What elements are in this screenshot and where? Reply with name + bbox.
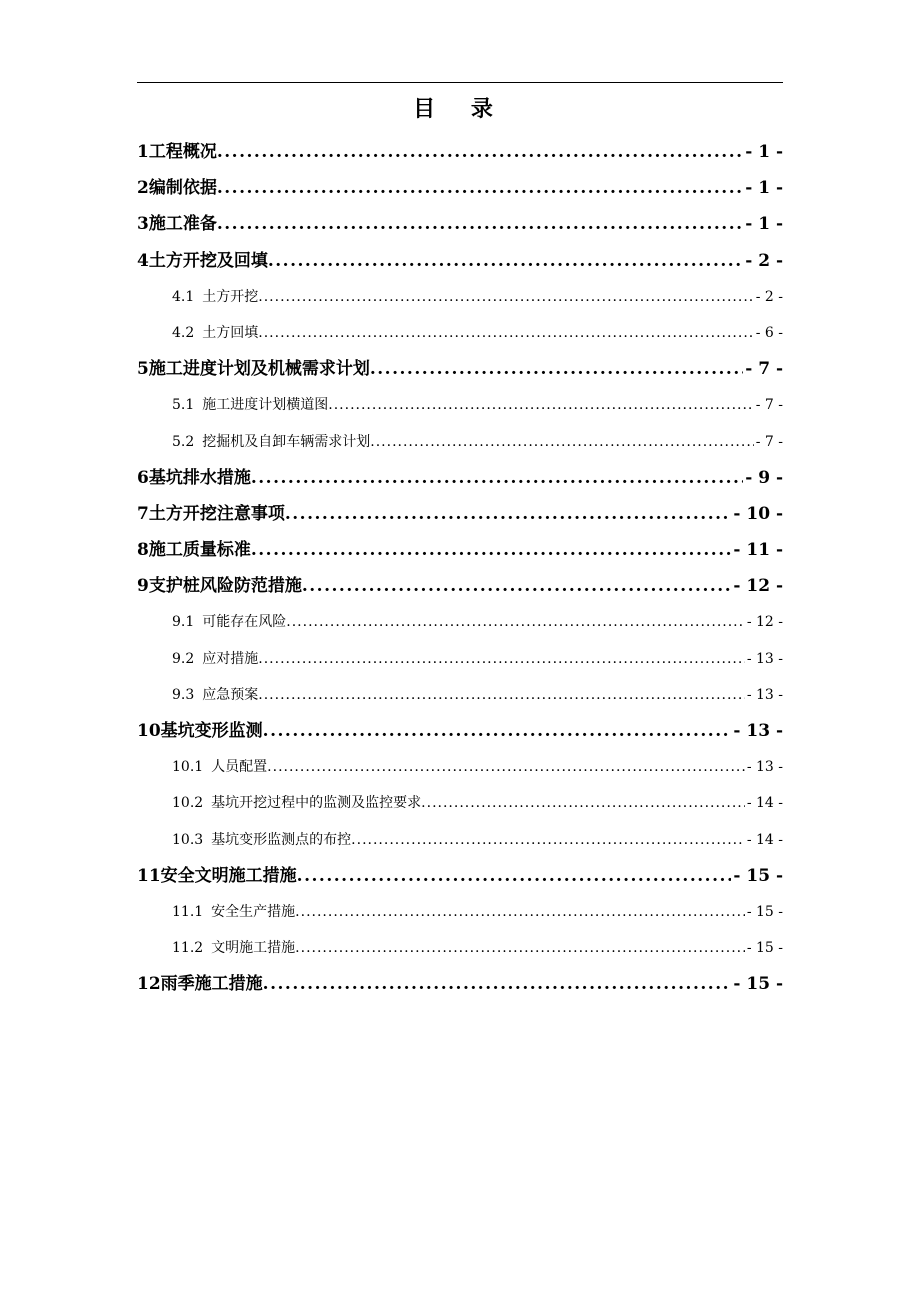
toc-entry-title: 可能存在风险 bbox=[202, 614, 287, 631]
toc-entry-number: 11 bbox=[137, 865, 161, 886]
toc-entry-subsection[interactable] bbox=[137, 894, 783, 930]
dot-leader bbox=[297, 858, 732, 894]
dot-leader bbox=[285, 496, 732, 532]
toc-entry-title: 土方开挖 bbox=[202, 288, 259, 305]
toc-entry-number: 4.2 bbox=[172, 324, 195, 341]
toc-entry-title: 土方回填 bbox=[202, 324, 259, 341]
dot-leader bbox=[328, 387, 753, 423]
toc-entry-subsection[interactable] bbox=[137, 315, 783, 351]
dot-leader bbox=[295, 894, 745, 930]
toc-entry-title: 应急预案 bbox=[202, 686, 259, 703]
toc-entry-section[interactable] bbox=[137, 713, 783, 749]
toc-entry-number: 5.2 bbox=[172, 433, 195, 450]
dot-leader bbox=[258, 677, 745, 713]
toc-entry-title: 应对措施 bbox=[202, 650, 259, 667]
dot-leader bbox=[217, 134, 743, 170]
toc-entry-title: 施工质量标准 bbox=[148, 540, 251, 561]
dot-leader bbox=[268, 243, 743, 279]
toc-entry-subsection[interactable] bbox=[137, 930, 783, 966]
toc-entry-subsection[interactable] bbox=[137, 641, 783, 677]
toc-entry-title: 施工进度计划横道图 bbox=[202, 397, 329, 414]
toc-entry-number: 3 bbox=[137, 214, 149, 235]
toc-entry-number: 4 bbox=[137, 250, 149, 271]
toc-entry-page: - 10 - bbox=[733, 503, 783, 524]
toc-entry-page: - 13 - bbox=[733, 721, 783, 741]
toc-entry-page: - 13 - bbox=[746, 650, 783, 667]
toc-entry-page: - 11 - bbox=[733, 540, 783, 561]
table-of-contents bbox=[137, 134, 783, 1003]
toc-entry-page: - 9 - bbox=[745, 467, 783, 488]
toc-entry-page: - 6 - bbox=[755, 324, 783, 341]
toc-entry-page: - 13 - bbox=[746, 686, 783, 703]
toc-entry-page: - 1 - bbox=[745, 178, 783, 199]
toc-entry-section[interactable] bbox=[137, 460, 783, 496]
toc-entry-page: - 12 - bbox=[746, 614, 783, 631]
toc-entry-section[interactable] bbox=[137, 496, 783, 532]
toc-entry-title: 基坑变形监测点的布控 bbox=[211, 831, 352, 848]
dot-leader bbox=[267, 749, 745, 785]
toc-entry-title: 雨季施工措施 bbox=[160, 974, 263, 995]
toc-entry-number: 4.1 bbox=[172, 288, 195, 305]
toc-entry-page: - 2 - bbox=[755, 288, 783, 305]
toc-entry-number: 5 bbox=[137, 359, 149, 380]
toc-entry-subsection[interactable] bbox=[137, 749, 783, 785]
toc-entry-page: - 15 - bbox=[746, 940, 783, 957]
dot-leader bbox=[251, 460, 743, 496]
toc-entry-number: 11.1 bbox=[172, 903, 204, 920]
toc-entry-number: 12 bbox=[137, 974, 161, 995]
toc-entry-title: 基坑排水措施 bbox=[148, 467, 251, 488]
toc-entry-subsection[interactable] bbox=[137, 424, 783, 460]
toc-entry-page: - 2 - bbox=[745, 250, 783, 271]
dot-leader bbox=[258, 315, 753, 351]
toc-entry-section[interactable] bbox=[137, 243, 783, 279]
dot-leader bbox=[263, 966, 732, 1002]
toc-entry-section[interactable] bbox=[137, 351, 783, 387]
toc-entry-title: 支护桩风险防范措施 bbox=[148, 576, 302, 597]
toc-entry-number: 10 bbox=[137, 721, 161, 741]
toc-entry-title: 基坑变形监测 bbox=[160, 721, 263, 741]
toc-entry-page: - 7 - bbox=[755, 433, 783, 450]
dot-leader bbox=[370, 351, 743, 387]
toc-entry-title: 施工准备 bbox=[148, 214, 217, 235]
toc-entry-title: 挖掘机及自卸车辆需求计划 bbox=[202, 433, 371, 450]
toc-entry-page: - 15 - bbox=[733, 865, 783, 886]
toc-entry-title: 编制依据 bbox=[148, 178, 217, 199]
toc-entry-page: - 15 - bbox=[746, 903, 783, 920]
toc-entry-number: 1 bbox=[137, 142, 149, 162]
toc-entry-page: - 14 - bbox=[746, 795, 783, 812]
dot-leader bbox=[351, 822, 745, 858]
toc-entry-subsection[interactable] bbox=[137, 604, 783, 640]
toc-entry-number: 11.2 bbox=[172, 940, 204, 957]
toc-entry-subsection[interactable] bbox=[137, 822, 783, 858]
toc-entry-number: 5.1 bbox=[172, 397, 195, 414]
toc-entry-page: - 1 - bbox=[745, 214, 783, 235]
toc-entry-title: 工程概况 bbox=[148, 142, 217, 162]
toc-entry-title: 文明施工措施 bbox=[211, 940, 296, 957]
toc-entry-section[interactable] bbox=[137, 170, 783, 206]
toc-entry-subsection[interactable] bbox=[137, 677, 783, 713]
toc-entry-page: - 13 - bbox=[746, 759, 783, 776]
toc-entry-page: - 1 - bbox=[745, 142, 783, 162]
toc-entry-number: 10.1 bbox=[172, 759, 204, 776]
dot-leader bbox=[217, 206, 743, 242]
dot-leader bbox=[302, 568, 732, 604]
toc-entry-title: 土方开挖及回填 bbox=[148, 250, 268, 271]
toc-title: 目 录 bbox=[413, 96, 507, 122]
toc-entry-title: 土方开挖注意事项 bbox=[148, 503, 285, 524]
toc-entry-title: 基坑开挖过程中的监测及监控要求 bbox=[211, 795, 422, 812]
toc-entry-page: - 7 - bbox=[745, 359, 783, 380]
dot-leader bbox=[217, 170, 743, 206]
header-rule bbox=[137, 82, 783, 83]
toc-entry-title: 安全生产措施 bbox=[211, 903, 296, 920]
dot-leader bbox=[258, 279, 753, 315]
toc-entry-title: 人员配置 bbox=[211, 759, 268, 776]
toc-entry-number: 9.1 bbox=[172, 614, 195, 631]
toc-entry-section[interactable] bbox=[137, 858, 783, 894]
dot-leader bbox=[263, 713, 732, 749]
toc-entry-number: 10.2 bbox=[172, 795, 204, 812]
dot-leader bbox=[251, 532, 732, 568]
toc-entry-number: 7 bbox=[137, 503, 149, 524]
dot-leader bbox=[370, 424, 753, 460]
toc-entry-page: - 7 - bbox=[755, 397, 783, 414]
dot-leader bbox=[258, 641, 745, 677]
toc-entry-title: 安全文明施工措施 bbox=[160, 865, 297, 886]
toc-entry-number: 9 bbox=[137, 576, 149, 597]
toc-entry-section[interactable] bbox=[137, 532, 783, 568]
toc-entry-subsection[interactable] bbox=[137, 785, 783, 821]
toc-entry-section[interactable] bbox=[137, 206, 783, 242]
toc-entry-page: - 15 - bbox=[733, 974, 783, 995]
dot-leader bbox=[295, 930, 745, 966]
toc-entry-subsection[interactable] bbox=[137, 387, 783, 423]
dot-leader bbox=[421, 785, 745, 821]
toc-entry-title: 施工进度计划及机械需求计划 bbox=[148, 359, 370, 380]
toc-entry-number: 9.2 bbox=[172, 650, 195, 667]
toc-entry-number: 9.3 bbox=[172, 686, 195, 703]
toc-entry-section[interactable] bbox=[137, 966, 783, 1002]
dot-leader bbox=[286, 604, 745, 640]
toc-entry-number: 2 bbox=[137, 178, 149, 199]
toc-entry-subsection[interactable] bbox=[137, 279, 783, 315]
toc-entry-number: 6 bbox=[137, 467, 149, 488]
toc-entry-page: - 12 - bbox=[733, 576, 783, 597]
toc-entry-page: - 14 - bbox=[746, 831, 783, 848]
toc-entry-section[interactable] bbox=[137, 568, 783, 604]
toc-entry-number: 10.3 bbox=[172, 831, 204, 848]
toc-entry-section[interactable] bbox=[137, 134, 783, 170]
toc-entry-number: 8 bbox=[137, 540, 149, 561]
